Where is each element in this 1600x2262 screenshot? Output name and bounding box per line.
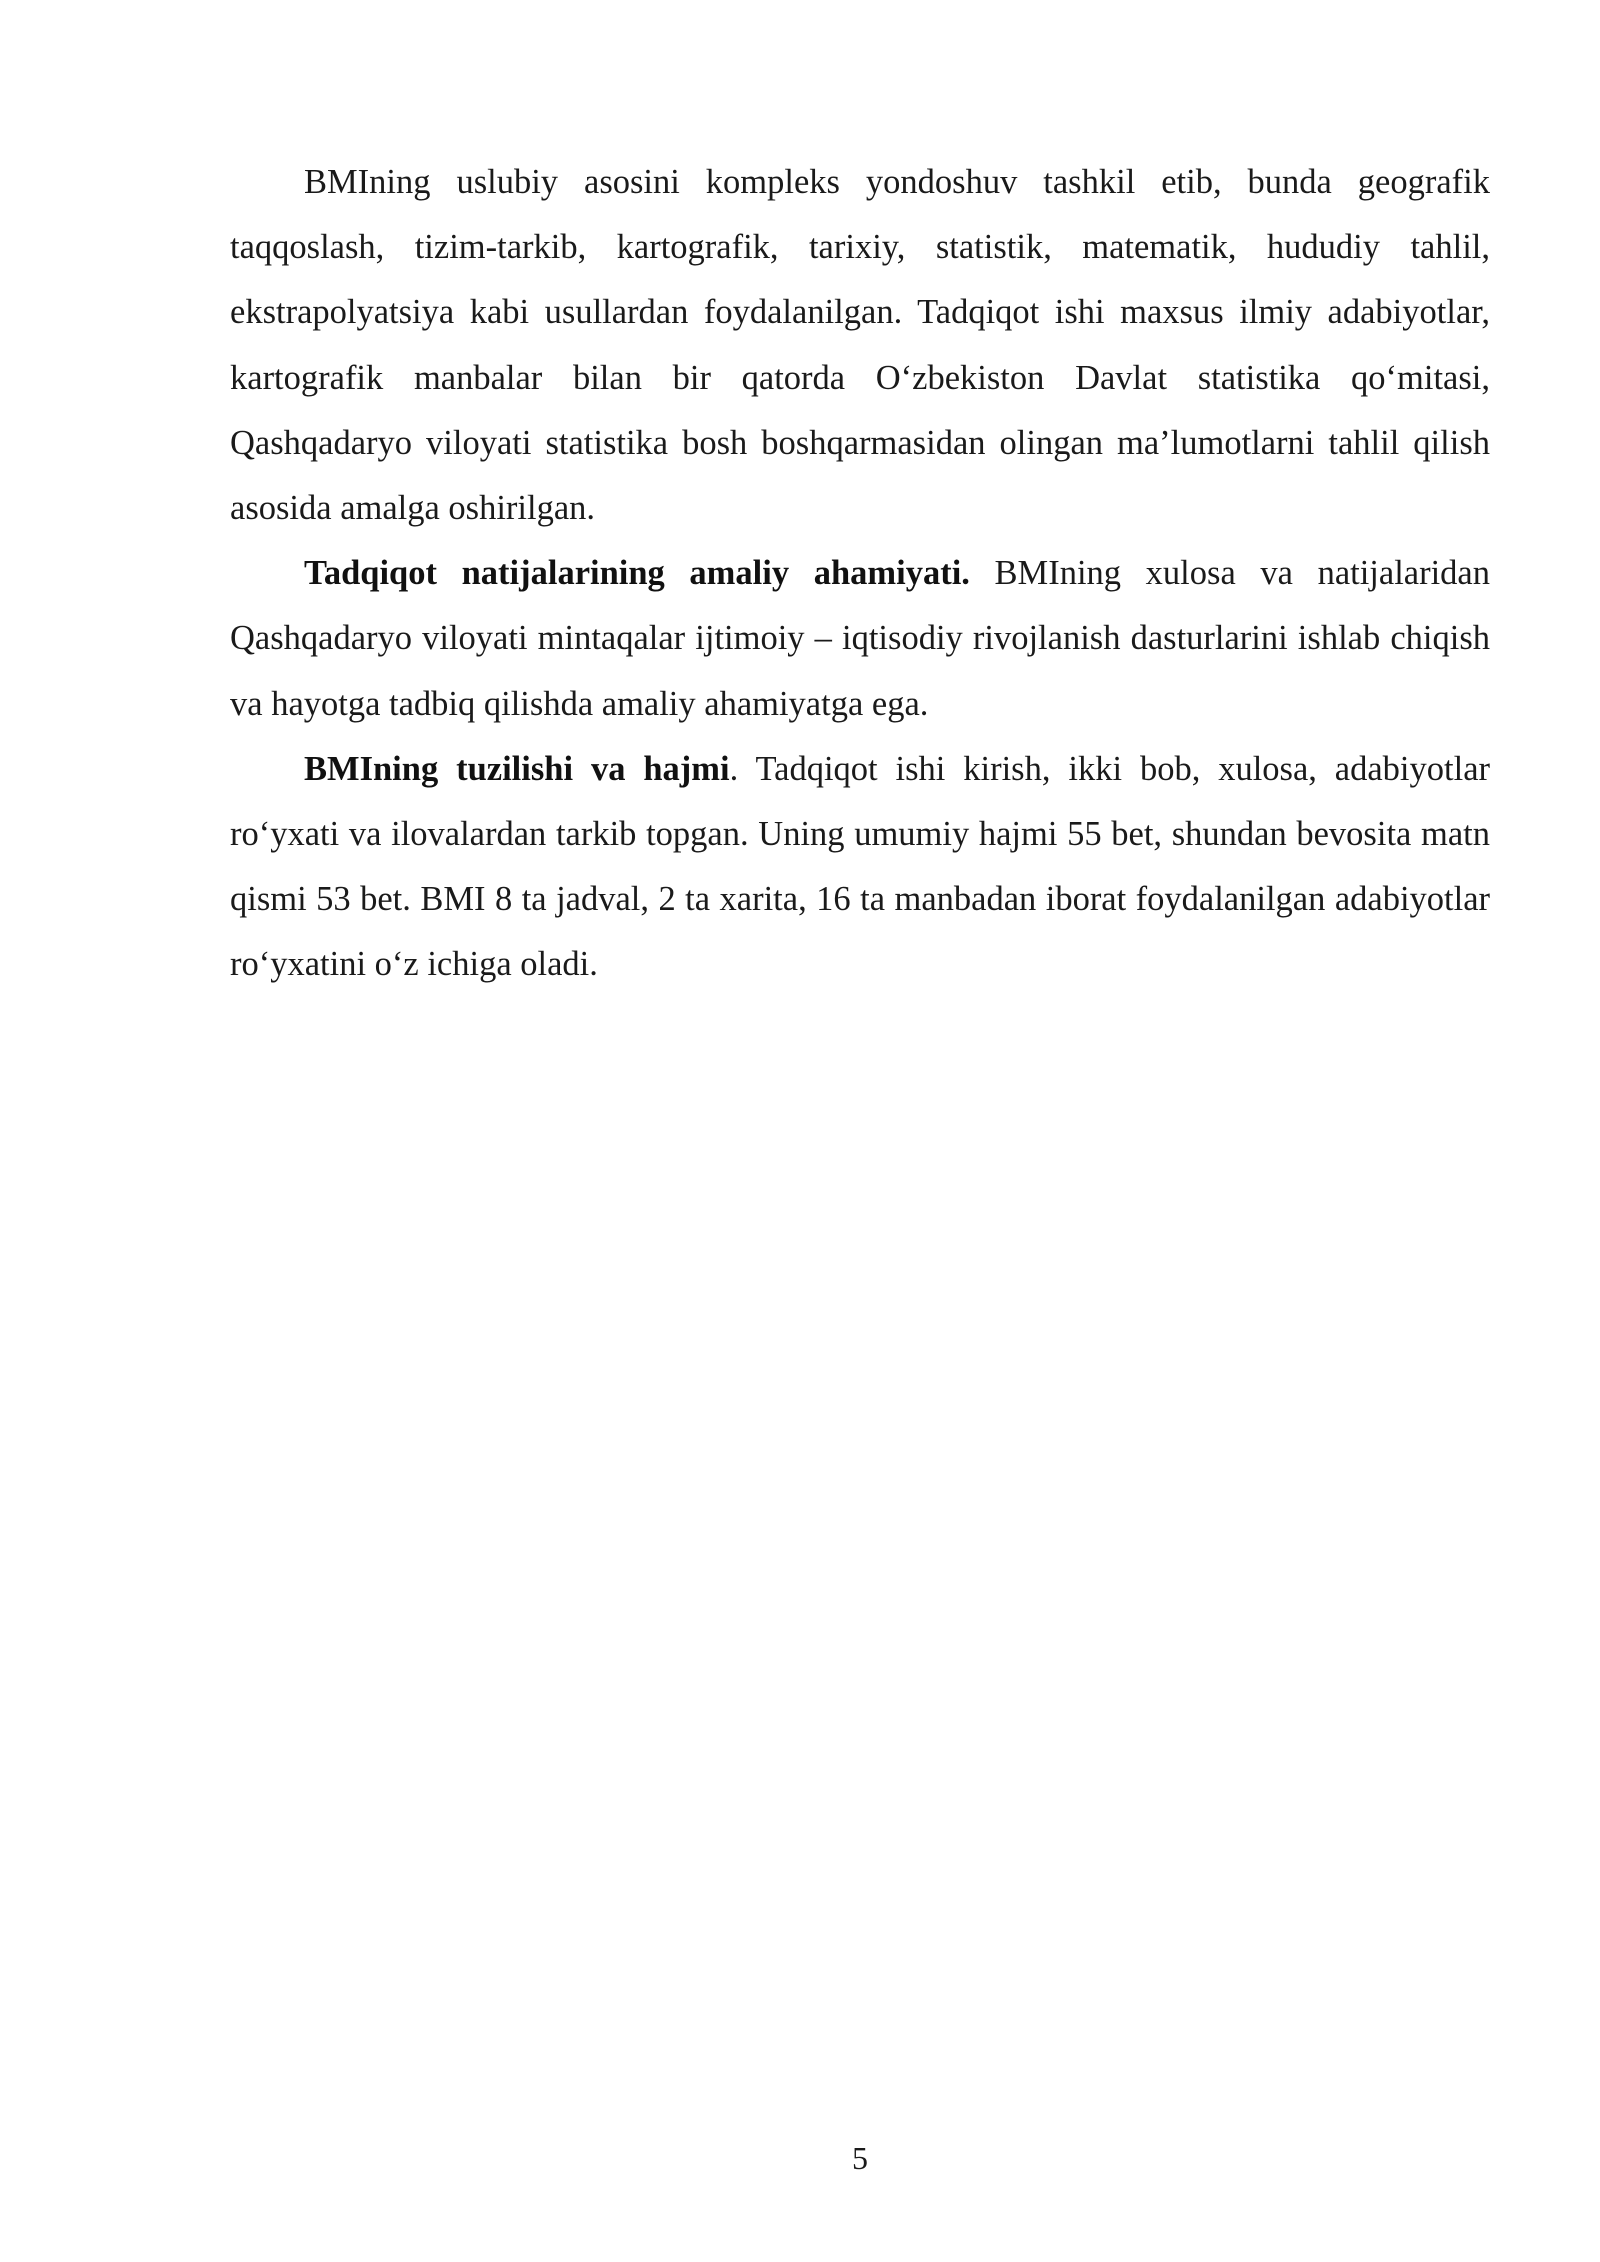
page-number: 5 [852, 2140, 868, 2176]
paragraph-practical-significance-heading: Tadqiqot natijalarining amaliy ahamiyati. [304, 554, 970, 593]
paragraph-structure-volume-heading: BMIning tuzilishi va hajmi [304, 749, 730, 788]
paragraph-methodology [230, 150, 1490, 541]
document-page [230, 150, 1490, 998]
paragraph-methodology-text: BMIning uslubiy asosini kompleks yondoshuv tashkil etib, bunda geografik taqqoslash, tizim-tarkib, kartografik, tarixiy, statistik, matematik, hududiy tahlil, ekstrapolyatsiya kabi usullardan foydalanilgan. Tadqiqot ishi maxsus ilmiy adabiyotlar, kartografik manbalar bilan bir qatorda O‘zbekiston Davlat statistika qo‘mitasi, Qashqadaryo viloyati statistika bosh boshqarmasidan olingan ma’lumotlarni tahlil qilish asosida amalga oshirilgan. [230, 163, 1490, 528]
paragraph-practical-significance [230, 541, 1490, 737]
paragraph-practical-significance-text: BMIning xulosa va natijalaridan Qashqadaryo viloyati mintaqalar ijtimoiy – iqtisodiy rivojlanish dasturlarini ishlab chiqish va hayotga tadbiq qilishda amaliy ahamiyatga ega. [230, 554, 1490, 723]
paragraph-structure-volume-text: . Tadqiqot ishi kirish, ikki bob, xulosa, adabiyotlar ro‘yxati va ilovalardan tarkib topgan. Uning umumiy hajmi 55 bet, shundan bevosita matn qismi 53 bet. BMI 8 ta jadval, 2 ta xarita, 16 ta manbadan iborat foydalanilgan adabiyotlar ro‘yxatini o‘z ichiga oladi. [230, 749, 1490, 984]
paragraph-structure-volume [230, 737, 1490, 998]
